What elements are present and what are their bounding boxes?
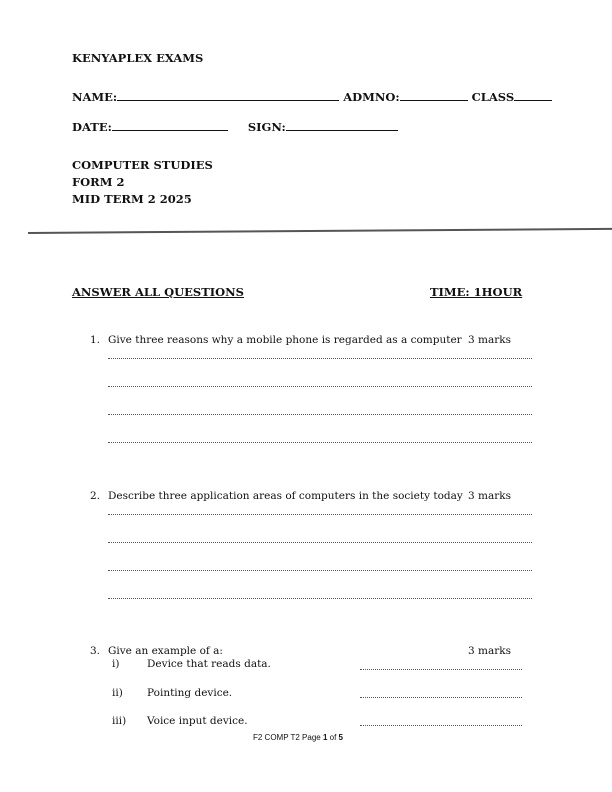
answer-line[interactable] bbox=[108, 598, 532, 599]
question-3-number: 3. bbox=[90, 645, 101, 657]
question-1-marks: 3 marks bbox=[468, 334, 512, 346]
form-title: FORM 2 bbox=[72, 175, 125, 189]
header-divider bbox=[28, 228, 612, 234]
subpart-text: Pointing device. bbox=[147, 687, 233, 699]
name-field[interactable] bbox=[117, 90, 339, 101]
question-2-number: 2. bbox=[90, 490, 101, 502]
date-sign-row bbox=[72, 120, 398, 134]
question-2-marks: 3 marks bbox=[468, 490, 512, 502]
name-row bbox=[72, 90, 552, 104]
class-field[interactable] bbox=[514, 90, 552, 101]
footer-prefix: F2 COMP T2 Page bbox=[253, 733, 323, 742]
subpart-label: ii) bbox=[112, 687, 123, 699]
term-title: MID TERM 2 2025 bbox=[72, 192, 192, 206]
answer-line[interactable] bbox=[108, 442, 532, 443]
date-label: DATE: bbox=[72, 120, 112, 134]
subpart-text: Voice input device. bbox=[147, 715, 248, 727]
subpart-answer-line[interactable] bbox=[360, 669, 522, 670]
question-3-marks: 3 marks bbox=[468, 645, 512, 657]
answer-line[interactable] bbox=[108, 358, 532, 359]
subpart-answer-line[interactable] bbox=[360, 697, 522, 698]
sign-field[interactable] bbox=[286, 120, 398, 131]
footer-page-number: 1 bbox=[322, 733, 328, 742]
answer-line[interactable] bbox=[108, 514, 532, 515]
footer-of: of bbox=[327, 733, 339, 742]
answer-line[interactable] bbox=[108, 386, 532, 387]
question-1-text: Give three reasons why a mobile phone is regarded as a computer bbox=[108, 334, 462, 346]
class-label: CLASS bbox=[471, 90, 515, 104]
instructions-time: TIME: 1HOUR bbox=[430, 285, 523, 299]
question-1-number: 1. bbox=[90, 334, 101, 346]
admno-label: ADMNO: bbox=[343, 90, 400, 104]
page-footer bbox=[253, 733, 343, 742]
exam-body-title: KENYAPLEX EXAMS bbox=[72, 51, 204, 65]
subpart-label: iii) bbox=[112, 715, 127, 727]
subject-title: COMPUTER STUDIES bbox=[72, 158, 213, 172]
name-label: NAME: bbox=[72, 90, 118, 104]
instructions-left: ANSWER ALL QUESTIONS bbox=[72, 285, 244, 299]
sign-label: SIGN: bbox=[247, 120, 286, 134]
answer-line[interactable] bbox=[108, 570, 532, 571]
question-2-text: Describe three application areas of computers in the society today bbox=[108, 490, 463, 502]
answer-line[interactable] bbox=[108, 414, 532, 415]
footer-page-total: 5 bbox=[338, 733, 343, 742]
admno-field[interactable] bbox=[400, 90, 468, 101]
question-3-text: Give an example of a: bbox=[108, 645, 223, 657]
subpart-label: i) bbox=[112, 658, 120, 670]
answer-line[interactable] bbox=[108, 542, 532, 543]
subpart-text: Device that reads data. bbox=[147, 658, 271, 670]
date-field[interactable] bbox=[112, 120, 228, 131]
subpart-answer-line[interactable] bbox=[360, 725, 522, 726]
